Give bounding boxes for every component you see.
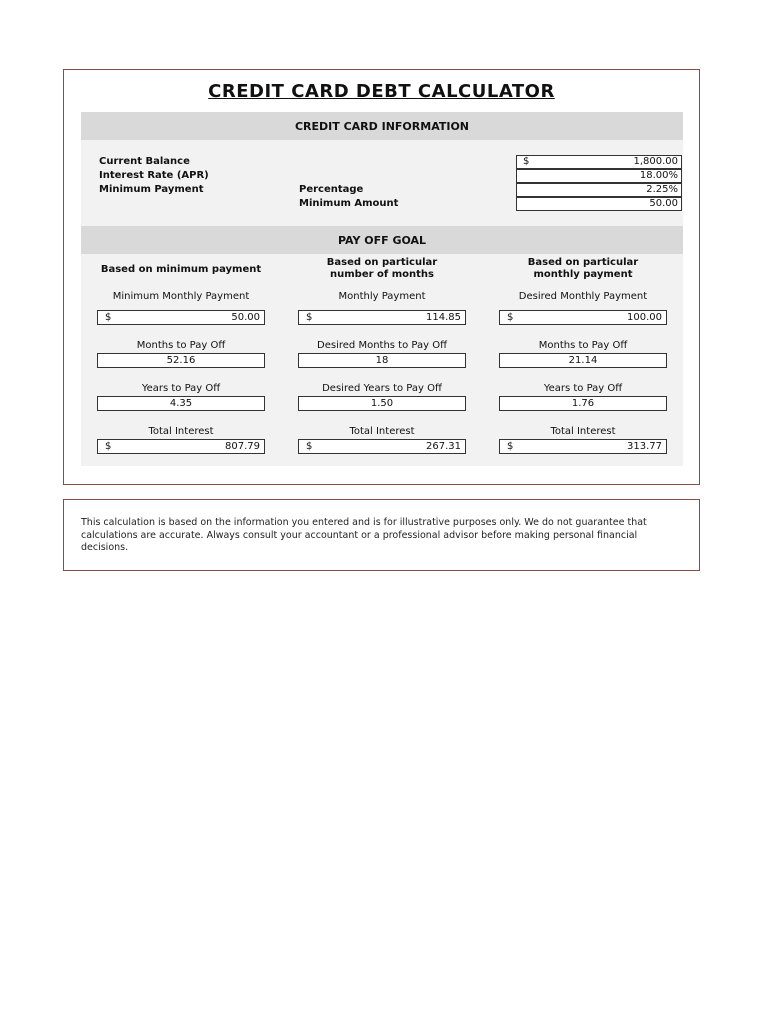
percentage-label: Percentage	[299, 184, 364, 195]
pay-off-goal-header: PAY OFF GOAL	[81, 226, 683, 254]
column-title: Based on particular monthly payment	[527, 257, 639, 280]
minimum-amount-field[interactable]	[516, 197, 682, 211]
months-field[interactable]	[97, 353, 265, 368]
payment-field[interactable]	[499, 310, 667, 325]
minimum-amount-label: Minimum Amount	[299, 198, 399, 209]
interest-rate-label: Interest Rate (APR)	[99, 170, 209, 181]
years-label: Years to Pay Off	[141, 383, 221, 394]
payment-label: Minimum Monthly Payment	[112, 291, 250, 302]
interest-value: 807.79	[225, 441, 260, 452]
calculator-panel	[63, 69, 700, 485]
disclaimer-panel	[63, 499, 700, 571]
interest-field[interactable]	[499, 439, 667, 454]
currency-symbol: $	[306, 441, 313, 452]
months-label: Months to Pay Off	[136, 340, 226, 351]
years-label: Years to Pay Off	[543, 383, 623, 394]
years-field[interactable]	[499, 396, 667, 411]
current-balance-value: 1,800.00	[633, 156, 678, 167]
months-value: 21.14	[568, 355, 598, 366]
interest-value: 267.31	[426, 441, 461, 452]
interest-label: Total Interest	[550, 426, 616, 437]
payment-field[interactable]	[298, 310, 466, 325]
disclaimer-text: This calculation is based on the information you entered and is for illustrative purposes only. We do not guarantee that calculations are accurate. Always consult your accountant or a professional advisor before making personal financial decisions.	[81, 517, 647, 553]
interest-label: Total Interest	[349, 426, 415, 437]
currency-symbol: $	[507, 312, 514, 323]
years-value: 4.35	[169, 398, 193, 409]
currency-symbol: $	[523, 156, 530, 167]
column-title: Based on minimum payment	[100, 264, 262, 275]
payment-label: Monthly Payment	[338, 291, 426, 302]
interest-field[interactable]	[97, 439, 265, 454]
payment-value: 50.00	[231, 312, 260, 323]
months-label: Desired Months to Pay Off	[317, 340, 447, 351]
payment-value: 114.85	[426, 312, 461, 323]
interest-value: 313.77	[627, 441, 662, 452]
minimum-amount-value: 50.00	[649, 198, 678, 209]
currency-symbol: $	[105, 441, 112, 452]
percentage-value: 2.25%	[646, 184, 678, 195]
years-label: Desired Years to Pay Off	[322, 383, 442, 394]
interest-label: Total Interest	[148, 426, 214, 437]
currency-symbol: $	[507, 441, 514, 452]
currency-symbol: $	[105, 312, 112, 323]
months-field[interactable]	[499, 353, 667, 368]
current-balance-field[interactable]	[516, 155, 682, 169]
years-value: 1.50	[370, 398, 394, 409]
months-value: 52.16	[166, 355, 196, 366]
interest-field[interactable]	[298, 439, 466, 454]
credit-card-info-section	[81, 140, 683, 226]
minimum-payment-label: Minimum Payment	[99, 184, 204, 195]
pay-off-goal-section	[81, 254, 683, 466]
column-title: Based on particular number of months	[326, 257, 438, 280]
interest-rate-value: 18.00%	[639, 170, 678, 181]
percentage-field[interactable]	[516, 183, 682, 197]
payment-label: Desired Monthly Payment	[518, 291, 648, 302]
payment-value: 100.00	[627, 312, 662, 323]
currency-symbol: $	[306, 312, 313, 323]
months-field[interactable]	[298, 353, 466, 368]
years-field[interactable]	[298, 396, 466, 411]
years-field[interactable]	[97, 396, 265, 411]
interest-rate-field[interactable]	[516, 169, 682, 183]
payment-field[interactable]	[97, 310, 265, 325]
months-value: 18	[375, 355, 389, 366]
current-balance-label: Current Balance	[99, 156, 190, 167]
years-value: 1.76	[571, 398, 595, 409]
months-label: Months to Pay Off	[538, 340, 628, 351]
credit-card-info-header: CREDIT CARD INFORMATION	[81, 112, 683, 140]
page-title: CREDIT CARD DEBT CALCULATOR	[208, 81, 555, 102]
